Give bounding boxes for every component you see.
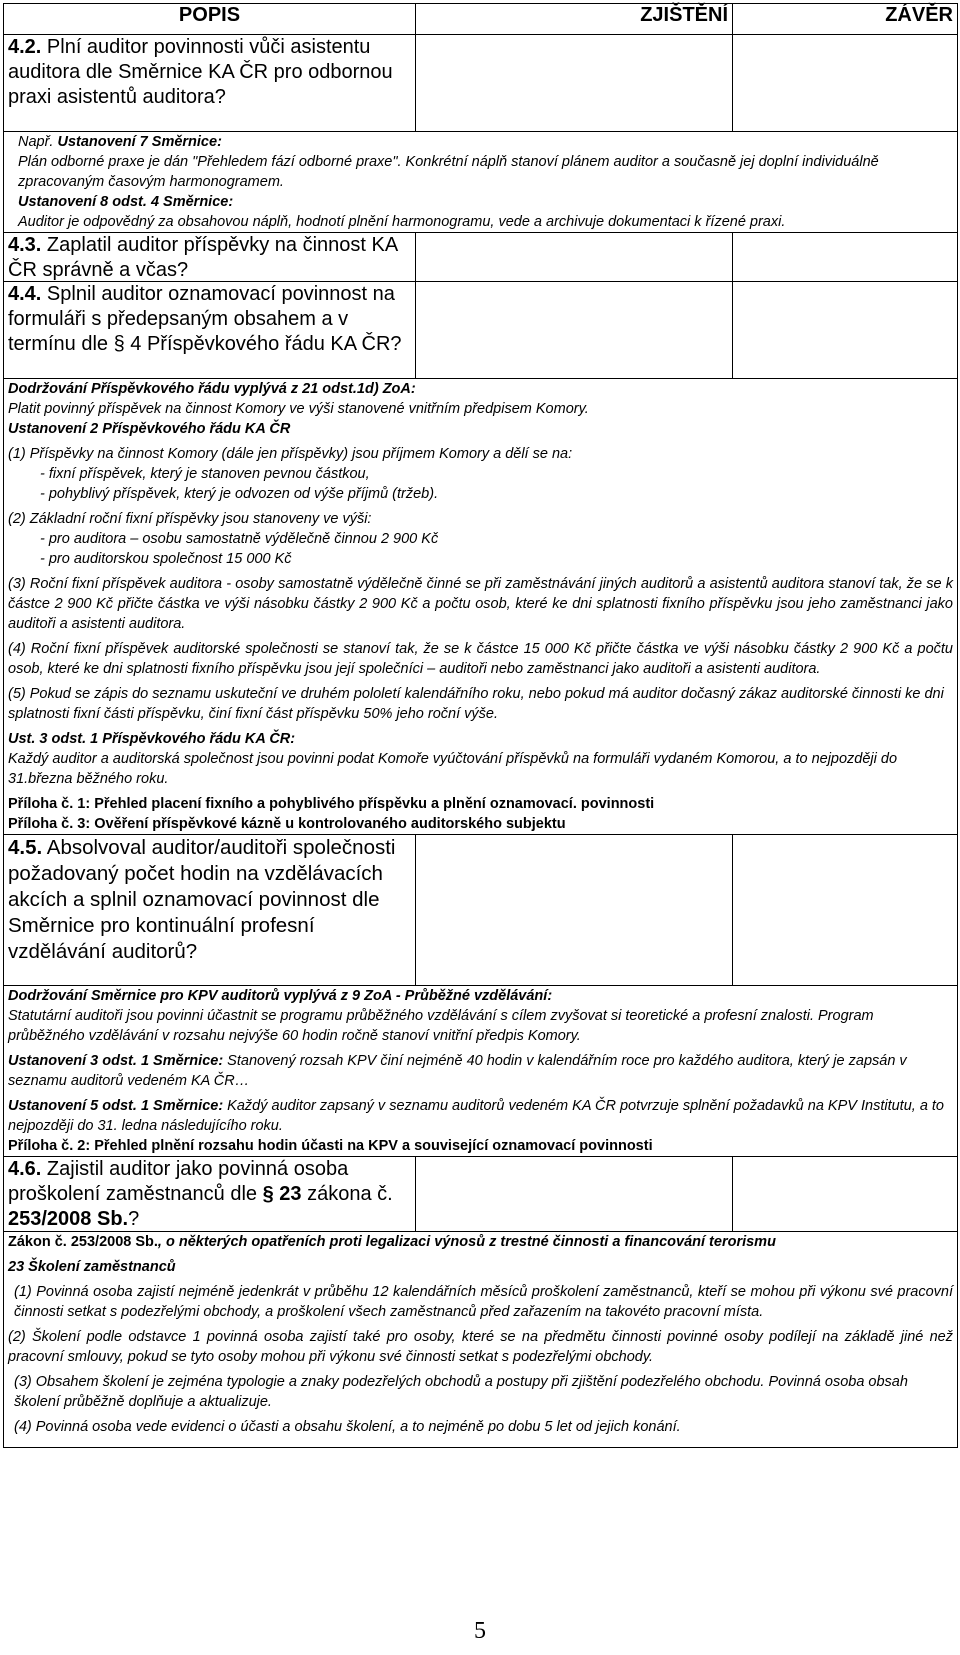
question-row-4-4 — [4, 282, 958, 379]
text: Auditor je odpovědný za obsahovou náplň, hodnotí plnění harmonogramu, vede a archivuje dokumentaci k řízené praxi. — [18, 214, 786, 230]
question-text: zákona č. — [301, 1183, 393, 1205]
conclusion-cell-4-4[interactable] — [733, 282, 958, 379]
guidance-row-4-2 — [4, 132, 958, 233]
text: Každý auditor zapsaný v seznamu auditorů vedeném KA ČR potvrzuje splnění požadavků na KPV Institutu, a to nejpozději do 31. ledna následujícího roku. — [8, 1098, 945, 1134]
question-row-4-6 — [4, 1157, 958, 1232]
text: (4) Povinná osoba vede evidenci o účasti a obsahu školení, a to nejméně po dobu 5 let od jejich konání. — [14, 1419, 681, 1435]
heading: 4 Směrnice: — [146, 194, 234, 210]
attachment-ref: Příloha č. 1: Přehled placení fixního a pohyblivého příspěvku a plnění oznamovací. povinnosti — [8, 796, 655, 812]
text: - pohyblivý příspěvek, který je odvozen od výše příjmů (tržeb). — [40, 486, 439, 502]
question-row-4-2 — [4, 35, 958, 132]
question-text: ? — [128, 1208, 140, 1230]
guidance-row-4-5 — [4, 986, 958, 1157]
question-4-6 — [4, 1157, 416, 1232]
text: - fixní příspěvek, který je stanoven pevnou částkou, — [40, 466, 370, 482]
question-text: Absolvoval auditor/auditoři společnosti požadovaný počet hodin na vzdělávacích akcích a splnil oznamovací povinnost dle Směrnice pro kontinuální profesní vzdělávání auditorů? — [8, 836, 396, 963]
text: - pro auditora – osobu samostatně výdělečně činnou 2 900 Kč — [40, 531, 439, 547]
heading: Ustanovení 5 odst. 1 Směrnice: — [8, 1098, 224, 1114]
text: Platit povinný příspěvek na činnost Komory ve výši stanovené vnitřním předpisem Komory. — [8, 401, 589, 417]
audit-checklist-table — [3, 3, 958, 1448]
question-text: § 23 — [262, 1183, 302, 1205]
question-number: 4.2. — [8, 36, 42, 58]
text: (1) Příspěvky na činnost Komory (dále jen příspěvky) jsou příjmem Komory a dělí se na: — [8, 446, 573, 462]
finding-cell-4-6[interactable] — [416, 1157, 733, 1232]
text: Např. — [18, 134, 58, 150]
header-popis: POPIS — [4, 4, 416, 35]
guidance-4-4 — [4, 379, 958, 835]
heading: Ustanovení 3 odst. 1 Směrnice: — [8, 1053, 224, 1069]
question-number: 4.6. — [8, 1158, 42, 1180]
attachment-ref: Příloha č. 2: Přehled plnění rozsahu hodin účasti na KPV a související oznamovací povinnosti — [8, 1138, 653, 1154]
question-4-2 — [4, 35, 416, 132]
heading: Ust. 3 odst. 1 Příspěvkového řádu KA ČR: — [8, 731, 296, 747]
text: (5) Pokud se zápis do seznamu uskuteční ve druhém pololetí kalendářního roku, nebo pokud má auditor dočasný zákaz auditorské činnosti ke dni splatnosti fixní části příspěvku, činí fixní část příspěvku 50% jeho roční výše. — [8, 686, 944, 722]
finding-cell-4-3[interactable] — [416, 233, 733, 282]
question-row-4-5 — [4, 835, 958, 986]
text: Statutární auditoři jsou povinni účastnit se programu průběžného vzdělávání s cílem zvyšovat si teoretické a profesní znalosti. Program průběžného vzdělávání v rozsahu nejvýše 60 hodin ročně stanoví vnitřní předpis Komory. — [8, 1008, 874, 1044]
question-text: Plní auditor povinnosti vůči asistentu auditora dle Směrnice KA ČR pro odbornou praxi asistentů auditora? — [8, 36, 393, 108]
question-text: Zajistil auditor jako povinná osoba proškolení zaměstnanců dle — [8, 1158, 349, 1205]
question-text: Zaplatil auditor příspěvky na činnost KA ČR správně a včas? — [8, 234, 398, 281]
question-row-4-3 — [4, 233, 958, 282]
text: - pro auditorskou společnost 15 000 Kč — [40, 551, 292, 567]
question-4-5 — [4, 835, 416, 986]
page-number: 5 — [474, 1618, 486, 1644]
finding-cell-4-4[interactable] — [416, 282, 733, 379]
finding-cell-4-5[interactable] — [416, 835, 733, 986]
guidance-row-4-4 — [4, 379, 958, 835]
conclusion-cell-4-2[interactable] — [733, 35, 958, 132]
heading: Ustanovení 7 Směrnice: — [57, 134, 222, 150]
text: (2) Základní roční fixní příspěvky jsou stanoveny ve výši: — [8, 511, 372, 527]
text: (4) Roční fixní příspěvek auditorské společnosti se stanoví tak, že se k částce 15 000 Kč přičte částka ve výši násobku částky 2 900 Kč a počtu osob, které ke dni splatnosti fixního příspěvku jsou její společníci – auditoři nebo zaměstnanci jako auditoři a asistenti auditora. — [8, 641, 953, 677]
conclusion-cell-4-6[interactable] — [733, 1157, 958, 1232]
heading: 23 Školení zaměstnanců — [8, 1259, 176, 1275]
question-number: 4.5. — [8, 836, 43, 859]
heading: Dodržování Příspěvkového řádu vyplývá z 21 odst.1d) ZoA: — [8, 381, 416, 397]
finding-cell-4-2[interactable] — [416, 35, 733, 132]
conclusion-cell-4-5[interactable] — [733, 835, 958, 986]
text: (3) Obsahem školení je zejména typologie a znaky podezřelých obchodů a postupy při zjištění podezřelého obchodu. Povinná osoba obsah školení průběžně doplňuje a aktualizuje. — [14, 1374, 908, 1410]
question-text: 253/2008 Sb. — [8, 1208, 129, 1230]
text: (1) Povinná osoba zajistí nejméně jedenkrát v průběhu 12 kalendářních měsíců proškolení zaměstnanců, kteří se mohou při výkonu své pracovní činnosti setkat s podezřelými obchody, a proškolení všech zaměstnanců před zařazením na takovéto pracovní místa. — [14, 1284, 953, 1320]
text: Každý auditor a auditorská společnost jsou povinni podat Komoře vyúčtování příspěvků na formuláři vydaném Komorou, a to nejpozději do 31.března běžného roku. — [8, 751, 898, 787]
heading: Ustanovení 2 Příspěvkového řádu KA ČR — [8, 421, 291, 437]
question-number: 4.4. — [8, 283, 42, 305]
conclusion-cell-4-3[interactable] — [733, 233, 958, 282]
guidance-row-4-6 — [4, 1232, 958, 1448]
attachment-ref: Příloha č. 3: Ověření příspěvkové kázně u kontrolovaného auditorského subjektu — [8, 816, 566, 832]
heading: Zákon č. 253/2008 Sb. — [8, 1234, 158, 1250]
heading: Ustanovení 8 odst. — [18, 194, 147, 210]
guidance-4-6 — [4, 1232, 958, 1448]
text: (2) Školení podle odstavce 1 povinná osoba zajistí také pro osoby, které se na předmětu činnosti povinné osoby podílejí na základě jiné než pracovní smlouvy, pokud se tyto osoby mohou při výkonu své činnosti setkat s podezřelými obchody. — [8, 1329, 953, 1365]
question-4-3 — [4, 233, 416, 282]
heading: Dodržování Směrnice pro KPV auditorů vyplývá z 9 ZoA - Průběžné vzdělávání: — [8, 988, 553, 1004]
heading: , o některých opatřeních proti legalizaci výnosů z trestné činnosti a financování terorismu — [157, 1234, 776, 1250]
header-zjisteni: ZJIŠTĚNÍ — [416, 4, 733, 35]
guidance-4-2 — [4, 132, 958, 233]
question-4-4 — [4, 282, 416, 379]
question-number: 4.3. — [8, 234, 42, 256]
header-zaver: ZÁVĚR — [733, 4, 958, 35]
question-text: Splnil auditor oznamovací povinnost na formuláři s předepsaným obsahem a v termínu dle § 4 Příspěvkového řádu KA ČR? — [8, 283, 402, 355]
header-row — [4, 4, 958, 35]
text: Plán odborné praxe je dán "Přehledem fází odborné praxe". Konkrétní náplň stanoví plánem auditor a současně jej doplní individuálně zpracovaným časovým harmonogramem. — [18, 154, 879, 190]
text: Stanovený rozsah KPV činí nejméně 40 hodin v kalendářním roce pro každého auditora, který je zapsán v seznamu auditorů vedeném KA ČR… — [8, 1053, 907, 1089]
guidance-4-5 — [4, 986, 958, 1157]
text: (3) Roční fixní příspěvek auditora - osoby samostatně výdělečně činné se při zaměstnávání jiných auditorů a asistentů auditora stanoví tak, že se k částce 2 900 Kč přičte částka ve výši násobku částky 2 900 Kč a počtu osob, které ke dni splatnosti fixního příspěvku jsou jeho zaměstnanci jako auditoři a asistenti auditora. — [8, 576, 953, 632]
